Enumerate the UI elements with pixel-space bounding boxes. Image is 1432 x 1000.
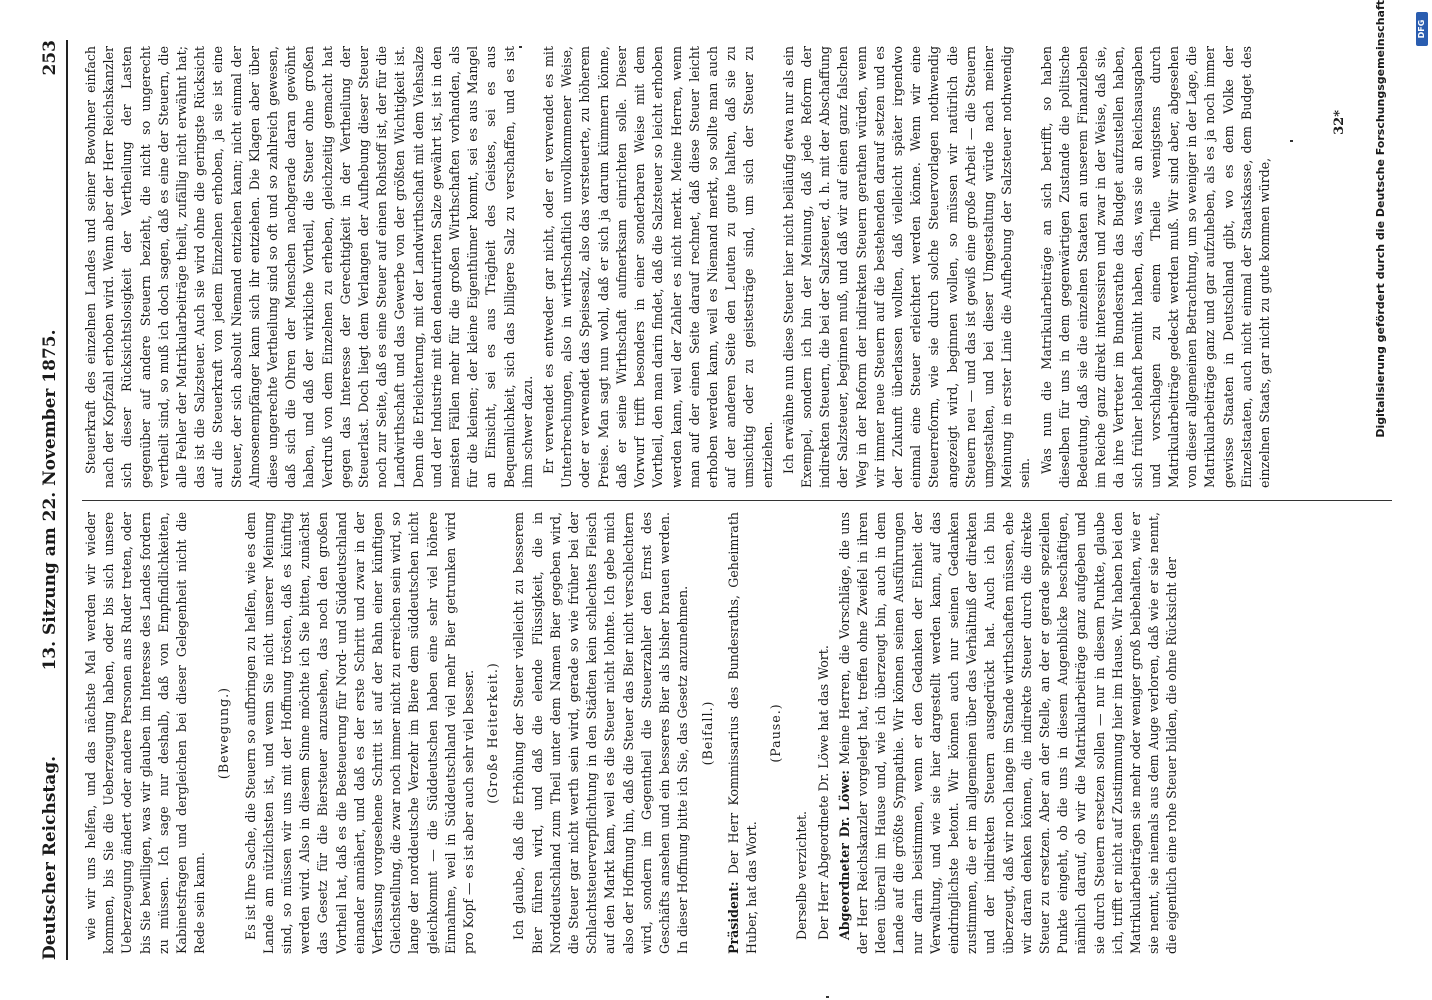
paragraph: Er verwendet es entweder gar nicht, oder er verwendet es mit Unterbrechungen, also in wirthschaftlich unvollkommener Weise, oder er verwendet das Speisesalz, also das versteuerte, zu höherem Preise. Man sagt nun wohl, daß er sich ja darum kümmern könne, daß er seine Wirthschaft aufmerksam einrichten solle. Dieser Vorwurf trifft besonders in einer sonderbaren Weise mit dem Vortheil, den man darin findet, daß die Salzsteuer so leicht erhoben werden kann, weil der Zahler es nicht merkt. Meine Herren, wenn man auf der einen Seite darauf rechnet, daß diese Steuer leicht erhoben werden kann, weil es Niemand merkt, so sollte man auch auf der anderen Seite den Leuten zu gute halten, daß sie zu umsichtig oder zu geistesträge sind, um sich der Steuer zu entziehen. [541, 46, 775, 488]
digitization-note [1334, 0, 1414, 1000]
signature-mark: 32* [1332, 110, 1347, 135]
president-statement [725, 512, 761, 954]
header-session: 13. Sitzung am 22. November 1875. [40, 329, 60, 671]
speech-paragraph [836, 512, 1182, 954]
scan-speck [1290, 140, 1293, 142]
stage-direction: (Bewegung.) [216, 686, 232, 780]
stage-direction: (Große Heiterkeit.) [485, 662, 501, 804]
speaker-label: Abgeordneter Dr. Löwe: [836, 770, 852, 940]
paragraph: Ich glaube, daß die Erhöhung der Steuer vielleicht zu besserem Bier führen wird, und daß die elende Flüssigkeit, die in Norddeutschland zum Theil unter dem Namen Bier gegeben wird, die Steuer gar nicht werth sein wird, gerade so wie früher bei der Schlachtsteuerverpflichtung in den Städten kein schlechtes Fleisch auf den Markt kam, weil es die Steuer nicht lohnte. Ich gebe mich also der Hoffnung hin, daß die Steuer das Bier nicht verschlechtern wird, sondern im Gegentheil die Steuerzahler den Ernst des Geschäfts ansehen und ein besseres Bier als bisher brauen werden. In dieser Hoffnung bitte ich Sie, das Gesetz anzunehmen. [511, 512, 691, 954]
speaker-text: Der Herr Kommissarius des Bundesraths, Geheimrath Huber, hat das Wort. [725, 512, 759, 954]
digitization-text: Digitalisierung gefördert durch die Deutsche Forschungsgemeinschaft [1374, 0, 1387, 438]
speaker-text: Meine Herren, die Vorschläge, die uns der Herr Reichskanzler vorgelegt hat, treffen ohne Zweifel in ihren Ideen überall im Hause und, wie ich überzeugt bin, auch in dem Lande auf die größte Sympathie. Wir können seinen Ausführungen nur darin beistimmen, wenn er den Gedanken der Einheit der Verwaltung, und wie sie hier dargestellt werden kann, auf das eindringlichste betont. Wir können auch nur seinen Gedanken zustimmen, die er im allgemeinen über das Verhältniß der direkten und der indirekten Steuern ausgedrückt hat. Auch ich bin überzeugt, daß wir noch lange im Stande wirthschaften müssen, ehe wir daran denken können, die indirekte Steuer durch die direkte Steuer zu ersetzen. Aber an der Stelle, an der er gerade speziellen Punkte eingeht, ob die uns in diesem Augenblicke beschäftigen, nämlich darauf, ob wir die Matrikularbeiträge ganz aufgeben und sie durch Steuern ersetzen sollen — nur in diesem Punkte, glaube ich, trifft er nicht auf Zustimmung hier im Hause. Wir haben bei den Matrikularbeiträgen sie mehr oder weniger groß beibehalten, wie er sie nennt, sie niemals aus dem Auge verloren, daß wie er sie nennt, die eigentlich eine rohe Steuer bilden, die ohne Rücksicht der [836, 512, 1180, 954]
paragraph: Steuerkraft des einzelnen Landes und seiner Bewohner einfach nach der Kopfzahl erhoben wird. Wenn aber der Herr Reichskanzler sich dieser Rücksichtslosigkeit der Vertheilung der Lasten gegenüber auf andere Steuern bezieht, die nicht so ungerecht vertheilt sind, so muß ich doch sagen, daß es eine der Steuern, die alle Fehler der Matrikularbeiträge theilt, zufällig nicht erwähnt hat; das ist die Salzsteuer. Auch sie wird ohne die geringste Rücksicht auf die Steuerkraft von jedem Einzelnen erhoben, ja sie ist eine Steuer, der sich absolut Niemand entziehen kann; nicht einmal der Almosenempfänger kann sich ihr entziehen. Die Klagen aber über diese ungerechte Vertheilung sind so oft und so zahlreich gewesen, daß sich die Ohren der Menschen nachgerade daran gewöhnt haben, und daß der wirkliche Vortheil, die Steuer ohne großen Verdruß von dem Einzelnen zu erheben, gleichzeitig gemacht hat gegen das Interesse der Gerechtigkeit in der Vertheilung der Steuerlast. Doch liegt dem Verlangen der Aufhebung dieser Steuer noch zur Seite, daß es eine Steuer auf einen Rohstoff ist, der für die Landwirthschaft und das Gewerbe von der größten Wichtigkeit ist. Denn die Erleichterung, mit der Landwirthschaft mit dem Viehsalze und der Industrie mit den denaturirten Salze gewährt ist, ist in den meisten Fällen mehr für die großen Wirthschaften vorhanden, als für die kleinen; der kleine Eigenthümer kommt, sei es aus Mangel an Einsicht, sei es aus Trägheit des Geistes, sei es aus Bequemlichkeit, sich das billigere Salz zu verschaffen, und es ist ihm schwer dazu. [83, 46, 535, 488]
page-header [36, 40, 68, 960]
paragraph: Ich erwähne nun diese Steuer hier nicht beiläufig etwa nur als ein Exempel, sondern ich bin der Meinung, daß jede Reform der indirekten Steuern, die bei der Salzsteuer, d. h. mit der Abschaffung der Salzsteuer, beginnen muß, und daß wir auf einen ganz falschen Weg in der Reform der indirekten Steuern gerathen würden, wenn wir immer neue Steuern auf die bestehenden darauf setzen und es der Zukunft überlassen wollten, daß vielleicht später irgendwo einmal eine Steuer erleichtert werden könne. Wenn wir eine Steuerreform, wie sie durch solche Steuervorlagen nothwendig angezeigt wird, beginnen wollen, so müssen wir natürlich die Steuern neu — und das ist gewiß eine große Arbeit — die Steuern umgestalten, und bei dieser Umgestaltung würde nach meiner Meinung in erster Linie die Aufhebung der Salzsteuer nothwendig sein. [780, 46, 1033, 488]
paragraph: Es ist Ihre Sache, die Steuern so aufbringen zu helfen, wie es dem Lande am nützlichsten ist, und wenn Sie nicht unserer Meinung sind, so müssen wir uns mit der Hoffnung trösten, daß es künftig werden wird. Also in diesem Sinne möchte ich Sie bitten, zunächst das Gesetz für die Biersteuer anzusehen, das noch den großen Vortheil hat, daß es die Besteuerung für Nord- und Süddeutschland einander annähert, und daß es der erste Schritt und zwar in der Verfassung vorgesehene Schritt ist auf der Bahn einer künftigen Gleichstellung, die zwar noch immer nicht zu erreichen sein wird, so lange der norddeutsche Verzehr im Biere dem süddeutschen nicht gleichkommt — die Süddeutschen haben eine sehr viel höhere Einnahme, weil in Süddeutschland viel mehr Bier getrunken wird pro Kopf — es ist aber auch sehr viel besser. [242, 512, 477, 954]
scan-speck [519, 46, 522, 48]
column-divider [82, 500, 1392, 501]
paragraph: Derselbe verzichtet. [794, 810, 810, 940]
dfg-logo-text: DFG [1417, 19, 1426, 39]
stage-direction: (Beifall.) [699, 700, 715, 766]
dfg-logo [1416, 12, 1428, 46]
scan-speck [826, 996, 829, 998]
speaker-label: Präsident: [725, 881, 741, 954]
header-page-number: 253 [40, 40, 60, 76]
paragraph: wie wir uns helfen, und das nächste Mal werden wir wieder kommen, bis Sie die Ueberzeugung haben, oder bis sich unsere Ueberzeugung ändert oder andere Personen ans Ruder treten, oder bis Sie bewilligen, was wir glauben im Interesse des Landes fordern zu müssen. Ich sage nur deshalb, daß von Empfindlichkeiten, Kabinetsfragen und dergleichen bei dieser Gelegenheit nicht die Rede sein kann. [83, 512, 208, 954]
stage-direction: (Pause.) [768, 703, 784, 763]
paragraph: Was nun die Matrikularbeiträge an sich betrifft, so haben dieselben für uns in dem gegenwärtigen Zustande die politische Bedeutung, daß sie die einzelnen Staaten an unserem Finanzleben im Reiche ganz direkt interessiren und zwar in der Weise, daß sie, da ihre Vertreter im Bundesrathe das Budget aufzustellen haben, sich früher lebhaft bemüht haben, das, was sie an Reichsausgaben und vorschlagen zu einem Theile wenigstens durch Matrikularbeiträge gedeckt werden muß. Wir sind aber, abgesehen von dieser allgemeinen Betrachtung, um so weniger in der Lage, die Matrikularbeiträge ganz und gar aufzuheben, als es ja noch immer gewisse Staaten in Deutschland gibt, wo es dem Volke der Einzelstaaten, auch nicht einmal der Staatskasse, dem Budget des einzelnen Staats, gar nicht zu gute kommen würde, [1038, 46, 1272, 488]
left-column [82, 512, 1392, 954]
header-publication: Deutscher Reichstag. [40, 755, 60, 960]
paragraph: Der Herr Abgeordnete Dr. Löwe hat das Wort. [815, 645, 831, 940]
right-column [82, 46, 1392, 488]
